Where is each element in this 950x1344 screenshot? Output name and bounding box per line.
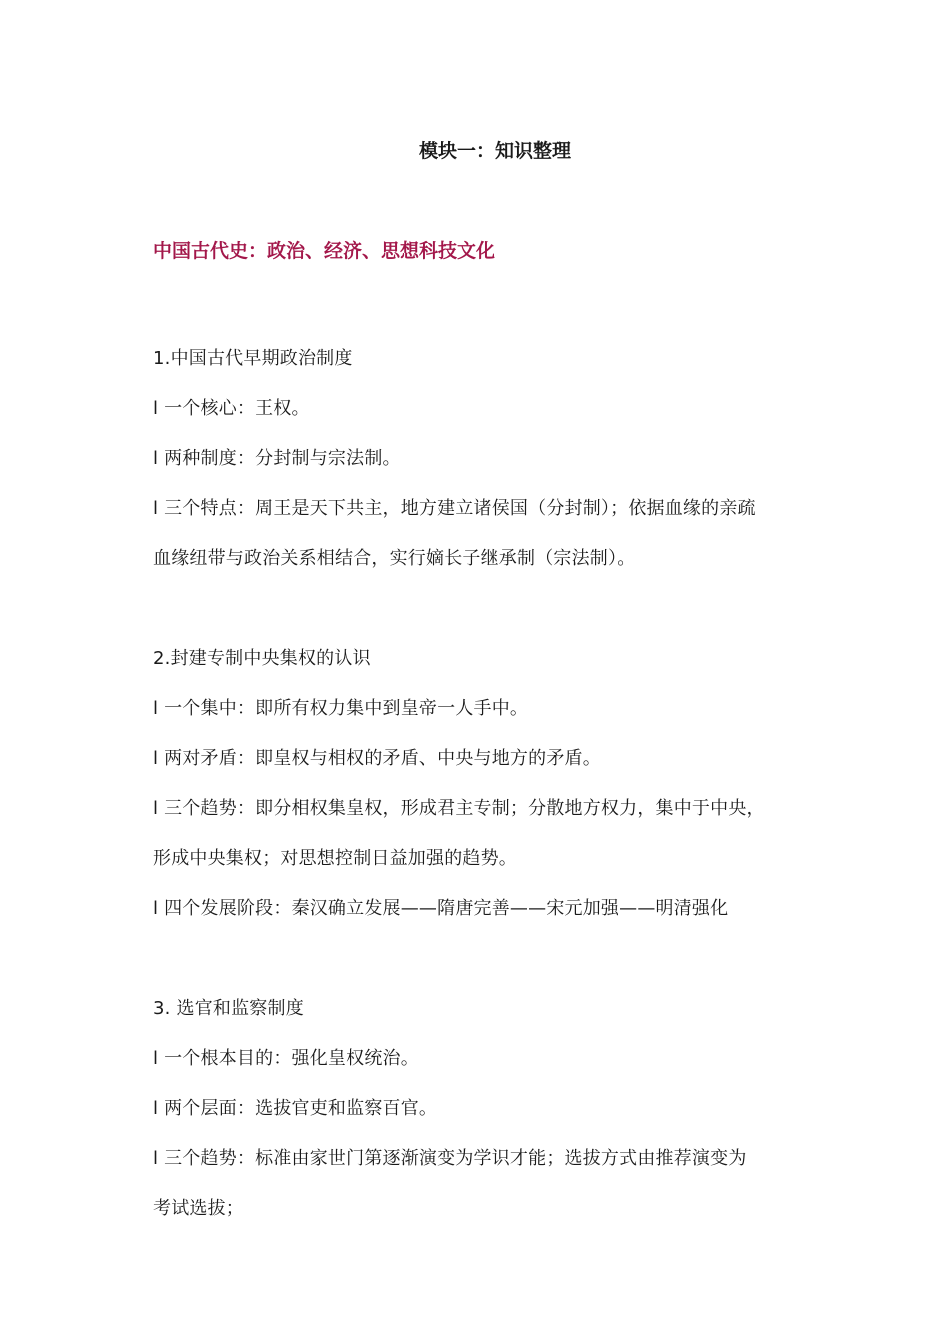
section-early-political-system: [153, 334, 813, 584]
bullet-line: l 两对矛盾：即皇权与相权的矛盾、中央与地方的矛盾。: [153, 748, 601, 769]
continuation-line: 血缘纽带与政治关系相结合，实行嫡长子继承制（宗法制）。: [153, 548, 636, 569]
section-subtitle: 中国古代史：政治、经济、思想科技文化: [153, 240, 496, 262]
bullet-line: l 三个特点：周王是天下共主，地方建立诸侯国（分封制）；依据血缘的亲疏: [153, 498, 756, 519]
page-title: 模块一：知识整理: [418, 140, 571, 162]
section-centralized-power: [153, 634, 813, 934]
bullet-line: l 一个集中：即所有权力集中到皇帝一人手中。: [153, 698, 529, 719]
bullet-line: l 三个趋势：即分相权集皇权，形成君主专制；分散地方权力，集中于中央，: [153, 798, 765, 819]
continuation-line: 考试选拔；: [153, 1198, 244, 1219]
bullet-line: l 两个层面：选拔官吏和监察百官。: [153, 1098, 438, 1119]
section-heading: 2.封建专制中央集权的认识: [153, 648, 371, 669]
bullet-line: l 两种制度：分封制与宗法制。: [153, 448, 401, 469]
section-heading: 3. 选官和监察制度: [153, 998, 304, 1019]
bullet-line: l 四个发展阶段：秦汉确立发展——隋唐完善——宋元加强——明清强化: [153, 898, 729, 919]
bullet-line: l 一个根本目的：强化皇权统治。: [153, 1048, 419, 1069]
continuation-line: 形成中央集权；对思想控制日益加强的趋势。: [153, 848, 517, 869]
section-heading: 1.中国古代早期政治制度: [153, 348, 353, 369]
section-official-selection: [153, 984, 813, 1234]
bullet-line: l 一个核心：王权。: [153, 398, 310, 419]
bullet-line: l 三个趋势：标准由家世门第逐渐演变为学识才能；选拔方式由推荐演变为: [153, 1148, 747, 1169]
document-body: [153, 334, 813, 1284]
